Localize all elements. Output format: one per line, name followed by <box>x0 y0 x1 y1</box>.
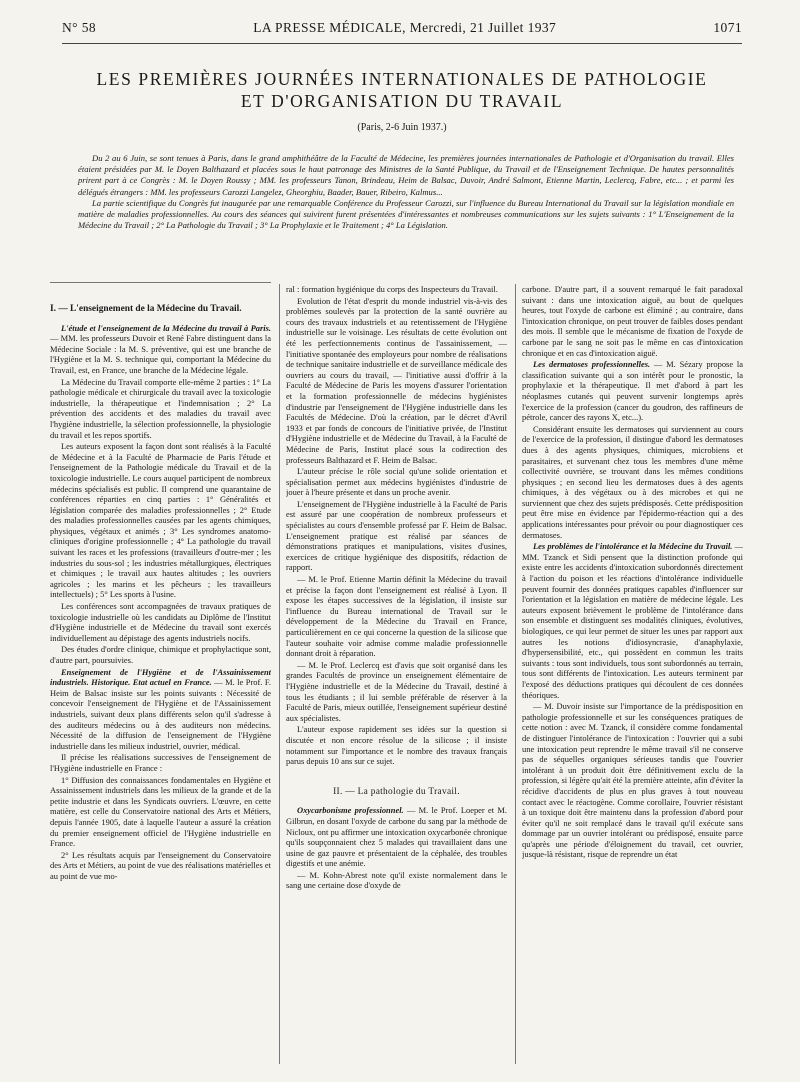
paragraph: Des études d'ordre clinique, chimique et prophylactique sont, d'autre part, poursuivies. <box>50 644 271 665</box>
intro-paragraph-1: Du 2 au 6 Juin, se sont tenues à Paris, dans le grand amphithéâtre de la Faculté de Médecine, les premières journées internationales de Pathologie et d'Organisation du travail. Elles étaient présidées par M. le Doyen Balthazard et placées sous le haut patronage des Ministres de la Santé Publique, du Travail et de l'Enseignement Technique. De hautes personnalités prirent part à ce Congrès : M. le Doyen Roussy ; MM. les professeurs Tanon, Brindeau, Heim de Balsac, Duvoir, André Salmont, Etienne Martin, Leclercq, Fabre, etc... ; et parmi les délégués étrangers : MM. les professeurs Carozzi Langelez, Gheorghiu, Baader, Bauer, Ribeiro, Kalmus... <box>78 153 734 197</box>
paragraph: — M. Duvoir insiste sur l'importance de la prédisposition en pathologie professionnelle et sur les conséquences pratiques de cette notion : avec M. Tzanck, il considère comme fondamental de distinguer l'intolérance de l'intoxication : l'ouvrier qui a subi une intoxication peut reprendre le même travail s'il ne conserve pas de séquelles organiques sérieuses tandis que l'ouvrier intolérant à un produit doit être définitivement exclu de la profession, si légère qu'ait été la première atteinte, afin d'éviter la récidive d'accidents de plus en plus graves à tout nouveau contact avec le réactogène. Comme corollaire, l'ouvrier résistant à un toxique doit être maintenu dans la profession d'abord pour éviter qu'il ne soit remplacé dans le travail qu'il exécute sans dommage par un ouvrier intolérant ou prédisposé, ensuite parce qu'après une période d'éloignement du travail, cet ouvrier, jusque-là résistant, risque de reprendre un état <box>522 701 743 860</box>
paragraph-text: — M. le Prof. Loeper et M. Gilbrun, en dosant l'oxyde de carbone du sang par la méthode de Nicloux, ont pu affirmer une intoxication oxycarbonée chronique qu'ils soupçonnaient chez 5 malades qui travaillaient dans une usine de gaz pauvre et présentaient de la céphalée, des troubles digestifs et une anémie. <box>286 805 507 869</box>
article-title <box>62 68 742 112</box>
section-heading-2: II. — La pathologie du Travail. <box>333 786 460 797</box>
title-line-2: ET D'ORGANISATION DU TRAVAIL <box>240 91 564 111</box>
paragraph: — M. le Prof. Etienne Martin définit la Médecine du travail et précise la façon dont l'enseignement est réalisé à Lyon. Il expose les étapes successives de la législation, il insiste sur l'influence du Bureau international de Travail sur le développement de la Médecine du Travail en France, particulièrement en ce qui concerne la question de la silicose que l'auteur souhaite voir admise comme maladie professionnelle donnant droit à réparation. <box>286 574 507 659</box>
issue-number: N° 58 <box>62 20 97 35</box>
paragraph: L'enseignement de l'Hygiène industrielle à la Faculté de Paris est assuré par une coopération de nombreux professeurs et spécialistes au cours d'ensemble professé par F. Heim de Balsac. L'enseignement pratique est réalisé par séances de démonstrations pratiques et manipulations, visites d'usines, exercices de critique hygiénique des dispositifs, rédaction de rapport. <box>286 498 507 573</box>
paragraph: Evolution de l'état d'esprit du monde industriel vis-à-vis des problèmes soulevés par la protection de la santé ouvrière au cours des travaux industriels et au retentissement de l'Hygiène industrielle sur le voisinage. Les résultats de cette évolution ont été les perfectionnements continus de l'assainissement, — l'initiative spontanée des employeurs pour nombre de réalisations de technique sanitaire industrielle et de surveillance médicale des ouvriers au cours du travail, — l'initiative aussi d'offrir à la Faculté de Médecine de Paris les moyens d'assurer l'orientation et la formation professionnelle de médecins hygiénistes d'industrie par l'enseignement de l'Hygiène industrielle dans les Facultés de Médecine. D'où la création, par le décret d'Avril 1933 et par fonds de concours de l'initiative privée, de l'Institut d'Hygiène industrielle et de Médecine du Travail, à la Faculté de Médecine de Paris, Institut placé sous la codirection des professeurs Balthazard et F. Heim de Balsac. <box>286 295 507 465</box>
article-intro <box>78 153 734 231</box>
paragraph <box>286 805 507 869</box>
journal-masthead: LA PRESSE MÉDICALE, Mercredi, 21 Juillet 1937 <box>253 20 557 35</box>
paragraph <box>522 359 743 423</box>
column-rule-1 <box>279 284 280 1064</box>
paragraph-lead: Enseignement de l'Hygiène et de l'Assainissement industriels. Historique. Etat actuel en France. <box>50 666 271 688</box>
running-head <box>62 20 742 40</box>
column-3 <box>522 284 743 1074</box>
paragraph-text: — M. le Prof. F. Heim de Balsac insiste sur les points suivants : Nécessité de concevoir l'enseignement de l'Hygiène et de l'Assainissement industriels, suivant deux plans différents selon qu'il s'adresse à des auditeurs médecins ou à des auditeurs non médecins. Nécessité de la diffusion de l'enseignement de l'Hygiène industrielle dans les milieux industriel, ouvrier, médical. <box>50 677 271 751</box>
paragraph-text: — MM. les professeurs Duvoir et René Fabre distinguent dans la Médecine Sociale : la M. S. préventive, qui est une branche de l'Hygiène et la M. S. technique qui, comportant la Médecine du Travail, est, en France, une branche de la Médecine légale. <box>50 333 271 375</box>
paragraph <box>522 541 743 700</box>
section-heading-1: I. — L'enseignement de la Médecine du Travail. <box>50 304 242 314</box>
paragraph-text: — M. Sézary propose la classification suivante qui a son intérêt pour le pronostic, la prophylaxie et la thérapeutique. Il met d'abord à part les néoplasmes cutanés qui peuvent survenir longtemps après l'exercice de la profession (cancer du goudron, des raffineurs de pétrole, cancer des rayons X, etc...). <box>522 359 743 423</box>
paragraph: — M. Kohn-Abrest note qu'il existe normalement dans le sang une certaine dose d'oxyde de <box>286 869 507 891</box>
column-1 <box>50 284 271 1074</box>
column-top-rule <box>50 282 271 283</box>
dateline: (Paris, 2-6 Juin 1937.) <box>357 122 447 133</box>
paragraph-lead: L'étude et l'enseignement de la Médecine du travail à Paris. <box>61 322 271 333</box>
paragraph: La Médecine du Travail comporte elle-même 2 parties : 1° La pathologie médicale et chirurgicale du travail avec la toxicologie industrielle, la thérapeutique et l'indemnisation ; 2° La prévention des accidents et des maladies du travail avec l'hygiène industrielle, la sélection professionnelle, la physiologie du travail et les repos sportifs. <box>50 376 271 440</box>
paragraph: Il précise les réalisations successives de l'enseignement de l'Hygiène industrielle en France : <box>50 752 271 773</box>
title-line-1: LES PREMIÈRES JOURNÉES INTERNATIONALES DE PATHOLOGIE <box>96 69 708 89</box>
paragraph: — M. le Prof. Leclercq est d'avis que soit organisé dans les grandes Facultés de province un enseignement élémentaire de l'Hygiène industrielle et de la Médecine du Travail, destiné à tous les étudiants ; il lui semble préférable de réserver à la Faculté de Paris, mieux outillée, l'enseignement supérieur destiné aux spécialistes. <box>286 659 507 723</box>
paragraph: L'auteur précise le rôle social qu'une solide orientation et spécialisation permet aux médecins hygiénistes d'industrie de jouer à l'heure présente et dans un proche avenir. <box>286 466 507 498</box>
intro-paragraph-2: La partie scientifique du Congrès fut inaugurée par une remarquable Conférence du Professeur Carozzi, sur l'influence du Bureau International du Travail sur la législation mondiale en matière de maladies professionnelles. Au cours des séances qui suivirent furent présentées d'intéressantes et nombreuses communications sur les sujets suivants : 1° L'Enseignement de la Médecine du Travail ; 2° La Pathologie du Travail ; 3° La Prophylaxie et le Traitement ; 4° La Législation. <box>78 197 734 231</box>
page-number: 1071 <box>713 20 742 35</box>
paragraph <box>50 667 271 752</box>
header-rule <box>62 43 742 44</box>
paragraph-text: — MM. Tzanck et Sidi pensent que la distinction profonde qui existe entre les accidents d'intoxication subordonnés directement à l'action du poison et les réactions d'intolérance individuelle peuvent fournir des données pratiques capables d'influencer sur l'orientation et la législation en matière de médecine légale. Les auteurs exposent brièvement le problème de l'intolérance dans son ensemble et distinguent ses modalités cliniques, évolutives, biologiques, ce qui leur permet de situer les unes par rapport aux autres les notions d'idiosyncrasie, d'anaphylaxie, d'hypersensibilité, etc., qui possèdent en commun les traits suivants : tous sont individuels, tous sont subordonnés au terrain, tous sont différents de l'intoxication. Les auteurs terminent par l'exposé des déductions pratiques qui découlent de ces données théoriques. <box>522 541 743 700</box>
paragraph-lead: Oxycarbonisme professionnel. <box>297 805 404 816</box>
paragraph: Les conférences sont accompagnées de travaux pratiques de toxicologie industrielle où les candidats au Diplôme de l'Institut d'Hygiène industrielle et de Médecine du travail sont exercés individuellement au dépistage des agents industriels nocifs. <box>50 601 271 643</box>
paragraph-lead: Les dermatoses professionnelles. <box>533 359 651 370</box>
paragraph <box>50 323 271 376</box>
paragraph: Considérant ensuite les dermatoses qui surviennent au cours de l'exercice de la profession, il distingue d'abord les dermatoses dues à des agents physiques, chimiques, microbiens et parasitaires, et survenant chez tous les membres d'une même collectivité ouvrière, se trouvant dans les mêmes conditions physiques ; en second lieu les dermatoses dues à des agents chimiques, à des végétaux ou à des microbes et qui ne surviennent que chez des sujets prédisposés. Cette prédisposition peut être mise en évidence par l'épidermo-réaction qui a des applications intéressantes pour prévoir ou pour diagnostiquer ces dermatoses. <box>522 423 743 540</box>
paragraph: L'auteur expose rapidement ses idées sur la question si discutée et non encore résolue de la silicose ; il insiste notamment sur l'importance et le nombre des travaux français parus depuis 10 ans sur ce sujet. <box>286 724 507 767</box>
paragraph-lead: Les problèmes de l'intolérance et la Médecine du Travail. <box>533 541 733 552</box>
paragraph: 1° Diffusion des connaissances fondamentales en Hygiène et Assainissement industriels dans les milieux de la grande et de la petite industrie et dans les Syndicats ouvriers. L'œuvre, en cette matière, est celle du Conservatoire national des Arts et Métiers, depuis l'année 1905, date à laquelle l'auteur a assuré la création du premier enseignement officiel de l'Hygiène industrielle en France. <box>50 774 271 849</box>
column-2 <box>286 284 507 1074</box>
paragraph: ral : formation hygiénique du corps des Inspecteurs du Travail. <box>286 284 498 294</box>
paragraph: Les auteurs exposent la façon dont sont réalisés à la Faculté de Médecine et à la Faculté de Pharmacie de Paris l'étude et l'enseignement de la Pathologie médicale du Travail et de la toxicologie industrielle. Le cours auquel participent de nombreux médecins spécialisés est public. Il comprend une quarantaine de conférences réparties en cinq parties : 1° Généralités et législation comparée des maladies professionnelles ; 2° Etude des maladies professionnelles causées par les agents chimiques, physiques, végétaux et animés ; 3° Les syndromes anatomo-cliniques d'origine professionnelle ; 4° La pathologie du travail suivant les races et les professions (travailleurs d'outre-mer ; les industries du sous-sol ; les industries métallurgiques, électriques et chimiques ; le travail aux hautes altitudes ; les ouvriers agricoles ; les marins et les pêcheurs ; les travailleurs intellectuels) ; 5° Les sports à l'usine. <box>50 441 271 600</box>
paragraph: carbone. D'autre part, il a souvent remarqué le fait paradoxal suivant : dans une intoxication aiguë, au bout de quelques heures, tout l'oxyde de carbone est éliminé ; au contraire, dans l'intoxication chronique, on peut trouver de faibles doses pendant des mois. Il semble que le mécanisme de fixation de l'oxyde de carbone par le sang ne soit pas le même en cas d'intoxication chronique et en cas d'intoxication aiguë. <box>522 284 743 358</box>
column-rule-2 <box>515 284 516 1064</box>
paragraph: 2° Les résultats acquis par l'enseignement du Conservatoire des Arts et Métiers, au point de vue des réalisations matérielles et au point de vue mo- <box>50 849 271 881</box>
